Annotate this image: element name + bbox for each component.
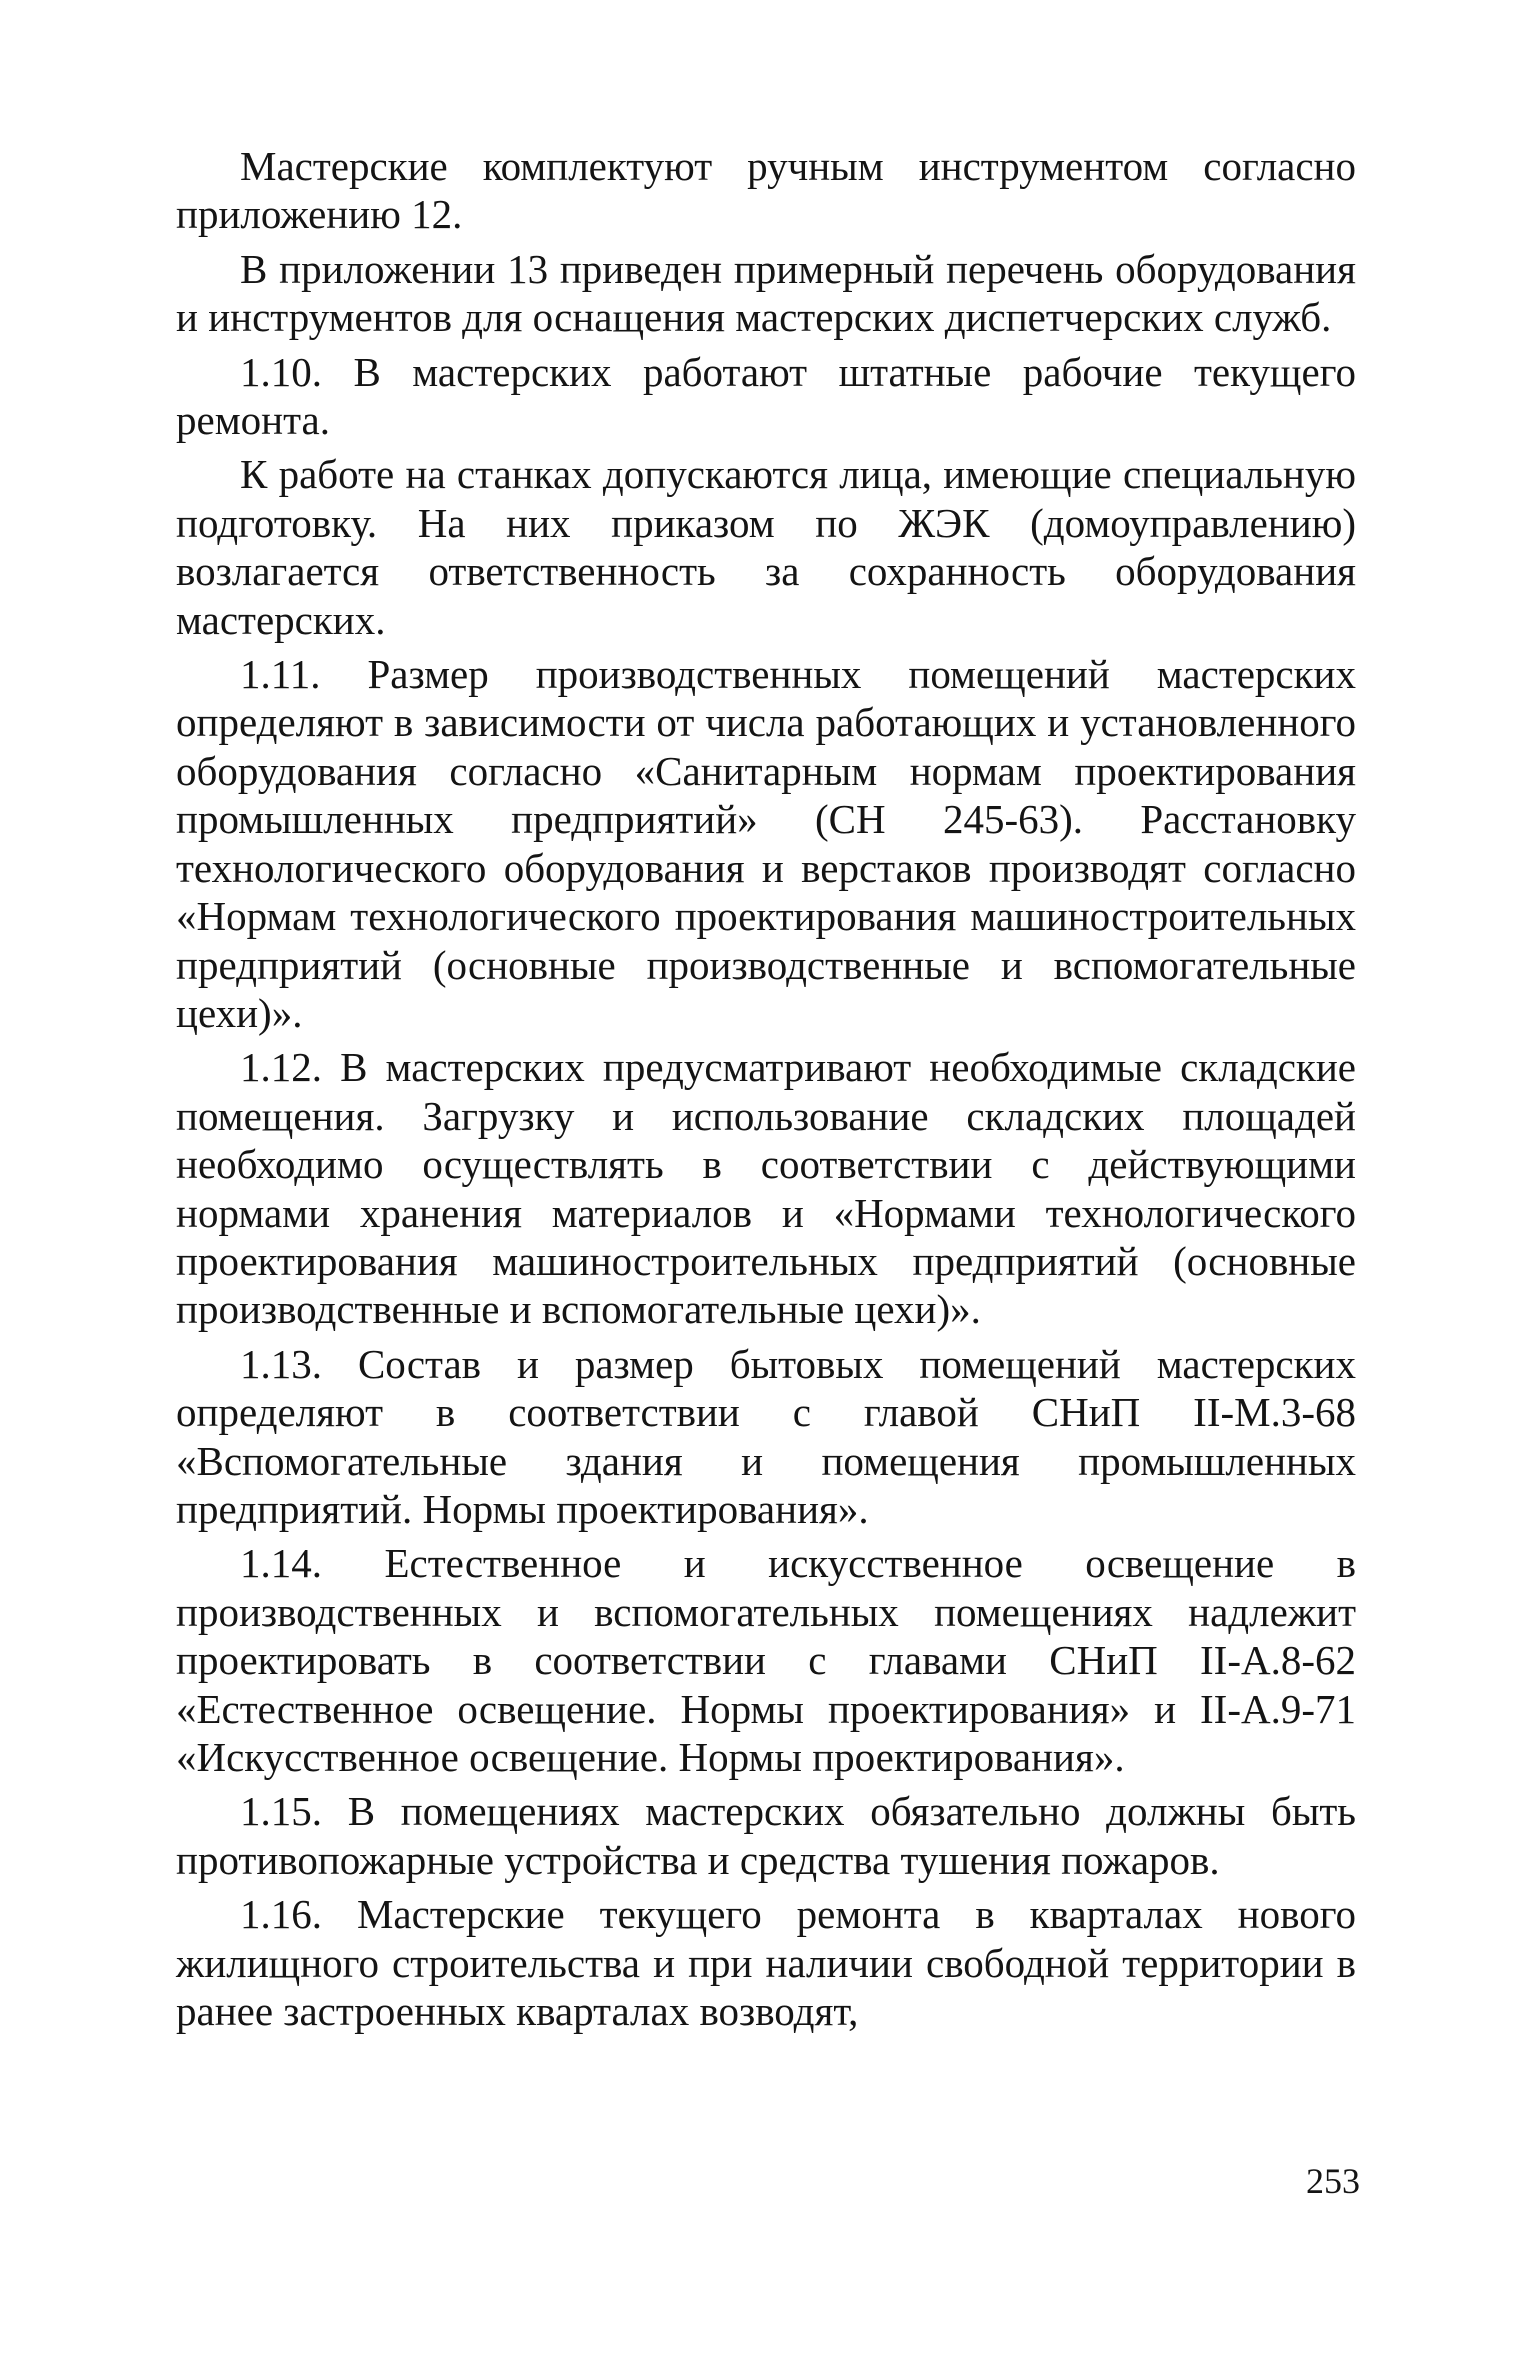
paragraph-machine-access: К работе на станках допускаются лица, имеющие специальную подготовку. На них приказом по ЖЭК (домоуправлению) возлагается ответственность за сохранность оборудования мастерских. xyxy=(176,451,1356,643)
paragraph-1-16: 1.16. Мастерские текущего ремонта в кварталах нового жилищного строительства и при наличии свободной территории в ранее застроенных кварталах возводят, xyxy=(176,1891,1356,2035)
paragraph-appendix-13: В приложении 13 приведен примерный перечень оборудования и инструментов для оснащения мастерских диспетчерских служб. xyxy=(176,245,1356,341)
paragraph-1-11: 1.11. Размер производственных помещений мастерских определяют в зависимости от числа работающих и установленного оборудования согласно «Санитарным нормам проектирования промышленных предприятий» (СН 245-63). Расстановку технологического оборудования и верстаков производят согласно «Нормам технологического проектирования машиностроительных предприятий (основные производственные и вспомогательные цехи)». xyxy=(176,651,1356,1036)
paragraph-1-15: 1.15. В помещениях мастерских обязательно должны быть противопожарные устройства и средства тушения пожаров. xyxy=(176,1788,1356,1883)
paragraph-1-10: 1.10. В мастерских работают штатные рабочие текущего ремонта. xyxy=(176,348,1356,444)
paragraph-tool-equipment: Мастерские комплектуют ручным инструментом согласно приложению 12. xyxy=(176,143,1356,238)
document-page xyxy=(176,142,1356,2041)
paragraph-1-12: 1.12. В мастерских предусматривают необходимые складские помещения. Загрузку и использование складских площадей необходимо осуществлять в соответствии с действующими нормами хранения материалов и «Нормами технологического проектирования машиностроительных предприятий (основные производственные и вспомогательные цехи)». xyxy=(176,1044,1356,1333)
paragraph-1-14: 1.14. Естественное и искусственное освещение в производственных и вспомогательных помещениях надлежит проектировать в соответствии с главами СНиП II-А.8-62 «Естественное освещение. Нормы проектирования» и II-А.9-71 «Искусственное освещение. Нормы проектирования». xyxy=(176,1540,1356,1780)
paragraph-1-13: 1.13. Состав и размер бытовых помещений мастерских определяют в соответствии с главой СНиП II-М.3-68 «Вспомогательные здания и помещения промышленных предприятий. Нормы проектирования». xyxy=(176,1340,1356,1532)
page-number: 253 xyxy=(1306,2161,1360,2201)
